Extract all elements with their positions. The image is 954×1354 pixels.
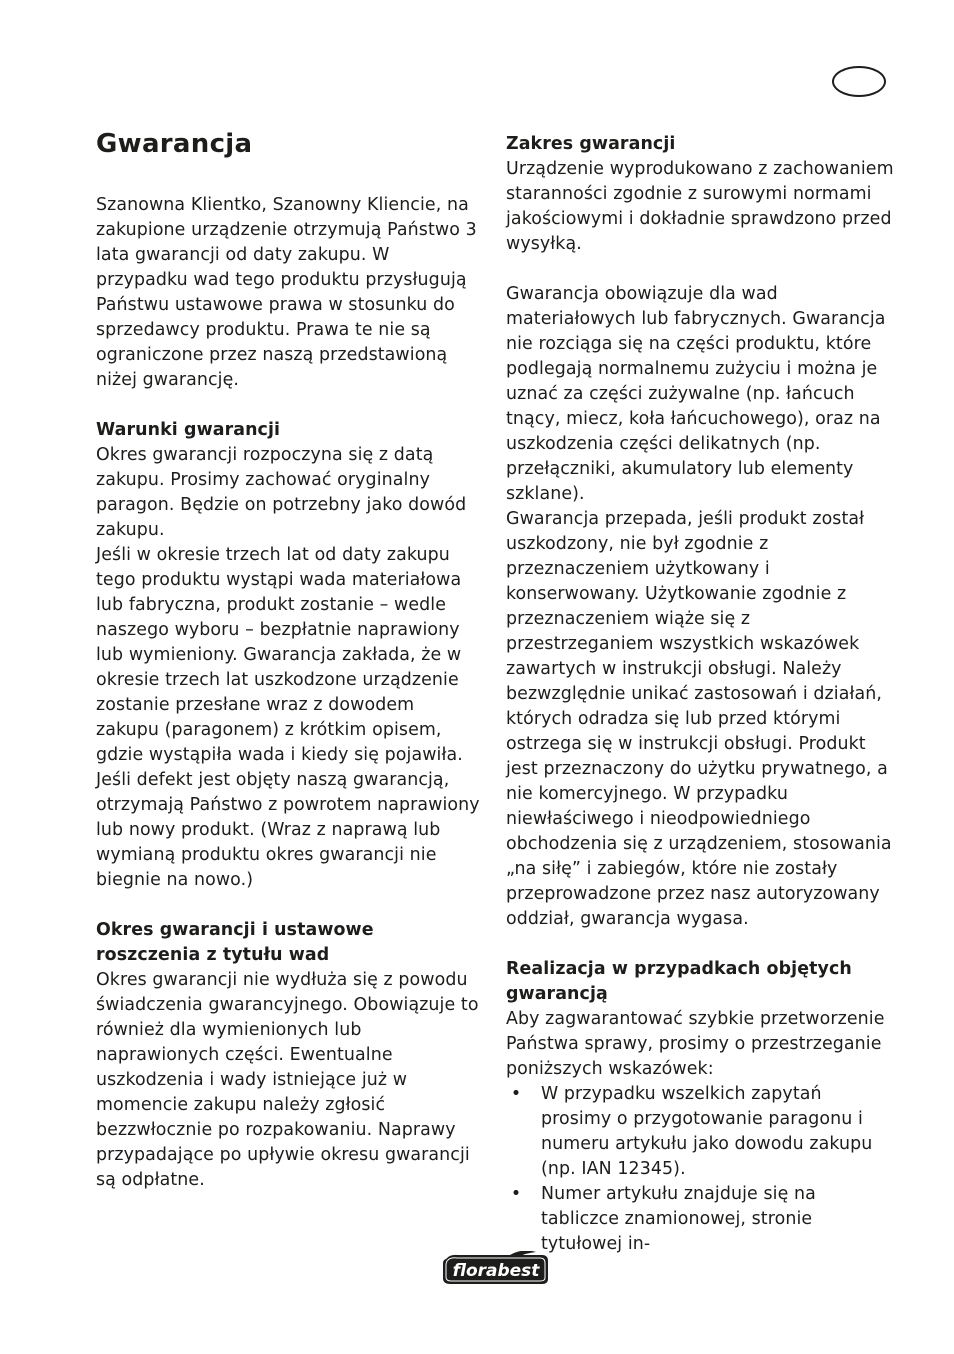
list-item-text: W przypadku wszelkich zapytań prosimy o przygotowanie paragonu i numeru artykułu jako dowodu zakupu (np. IAN 12345).: [541, 1084, 873, 1179]
zakres-heading: Zakres gwarancji: [506, 134, 676, 154]
warunki-paragraph-3: Jeśli defekt jest objęty naszą gwarancją, otrzymają Państwo z powrotem naprawiony lub nowy produkt. (Wraz z naprawą lub wymianą produktu okres gwarancji nie biegnie na nowo.): [96, 770, 480, 890]
intro-paragraph: Szanowna Klientko, Szanowny Kliencie, na zakupione urządzenie otrzymują Państwo 3 lata gwarancji od daty zakupu. W przypadku wad tego produktu przysługują Państwu ustawowe prawa w stosunku do sprzedawcy produktu. Prawa te nie są ograniczone przez naszą przedstawioną niżej gwarancję.: [96, 195, 477, 390]
instructions-list: [506, 1082, 894, 1257]
list-item: [506, 1082, 894, 1182]
warunki-paragraph-2: Jeśli w okresie trzech lat od daty zakupu tego produktu wystąpi wada materiałowa lub fabryczna, produkt zostanie – wedle naszego wyboru – bezpłatnie naprawiony lub wymieniony. Gwarancja zakłada, że w okresie trzech lat uszkodzone urządzenie zostanie przesłane wraz z dowodem zakupu (paragonem) z krótkim opisem, gdzie wystąpiła wada i kiedy się pojawiła.: [96, 545, 463, 765]
page-title: Gwarancja: [96, 129, 253, 159]
okres-heading: Okres gwarancji i ustawowe roszczenia z tytułu wad: [96, 920, 374, 965]
right-column: [506, 128, 894, 1257]
zakres-paragraph-1: Urządzenie wyprodukowano z zachowaniem staranności zgodnie z surowymi normami jakościowymi i dokładnie sprawdzono przed wysyłką.: [506, 159, 894, 254]
zakres-paragraph-2: Gwarancja obowiązuje dla wad materiałowych lub fabrycznych. Gwarancja nie rozciąga się na części produktu, które podlegają normalnemu zużyciu i można je uznać za części zużywalne (np. łańcuch tnący, miecz, koła łańcuchowego), oraz na uszkodzenia części delikatnych (np. przełączniki, akumulatory lub elementy szklane).: [506, 284, 886, 504]
zakres-paragraph-3: Gwarancja przepada, jeśli produkt został uszkodzony, nie był zgodnie z przeznaczeniem użytkowany i konserwowany. Użytkowanie zgodnie z przeznaczeniem wiąże się z przestrzeganiem wszystkich wskazówek zawartych w instrukcji obsługi. Należy bezwzględnie unikać zastosowań i działań, których odradza się lub przed którymi ostrzega się w instrukcji obsługi. Produkt jest przeznaczony do użytku prywatnego, a nie komercyjnego. W przypadku niewłaściwego i nieodpowiedniego obchodzenia się z urządzeniem, stosowania „na siłę” i zabiegów, które nie zostały przeprowadzone przez nasz autoryzowany oddział, gwarancja wygasa.: [506, 509, 892, 929]
bullet-icon: •: [510, 1184, 522, 1204]
florabest-logo: [440, 1251, 550, 1287]
warunki-paragraph-1: Okres gwarancji rozpoczyna się z datą zakupu. Prosimy zachować oryginalny paragon. Będzie on potrzebny jako dowód zakupu.: [96, 445, 467, 540]
okres-paragraph: Okres gwarancji nie wydłuża się z powodu świadczenia gwarancyjnego. Obowiązuje to również dla wymienionych lub naprawionych części. Ewentualne uszkodzenia i wady istniejące już w momencie zakupu należy zgłosić bezzwłocznie po rozpakowaniu. Naprawy przypadające po upływie okresu gwarancji są odpłatne.: [96, 970, 479, 1190]
list-item: [506, 1182, 894, 1257]
warunki-heading: Warunki gwarancji: [96, 420, 281, 440]
realizacja-paragraph: Aby zagwarantować szybkie przetworzenie Państwa sprawy, prosimy o przestrzeganie poniższych wskazówek:: [506, 1009, 885, 1079]
language-marker-oval: [832, 66, 886, 97]
bullet-icon: •: [510, 1084, 522, 1104]
realizacja-heading: Realizacja w przypadkach objętych gwarancją: [506, 959, 852, 1004]
left-column: [96, 128, 480, 1193]
logo-text: florabest: [452, 1261, 540, 1281]
list-item-text: Numer artykułu znajduje się na tabliczce znamionowej, stronie tytułowej in-: [541, 1184, 816, 1254]
